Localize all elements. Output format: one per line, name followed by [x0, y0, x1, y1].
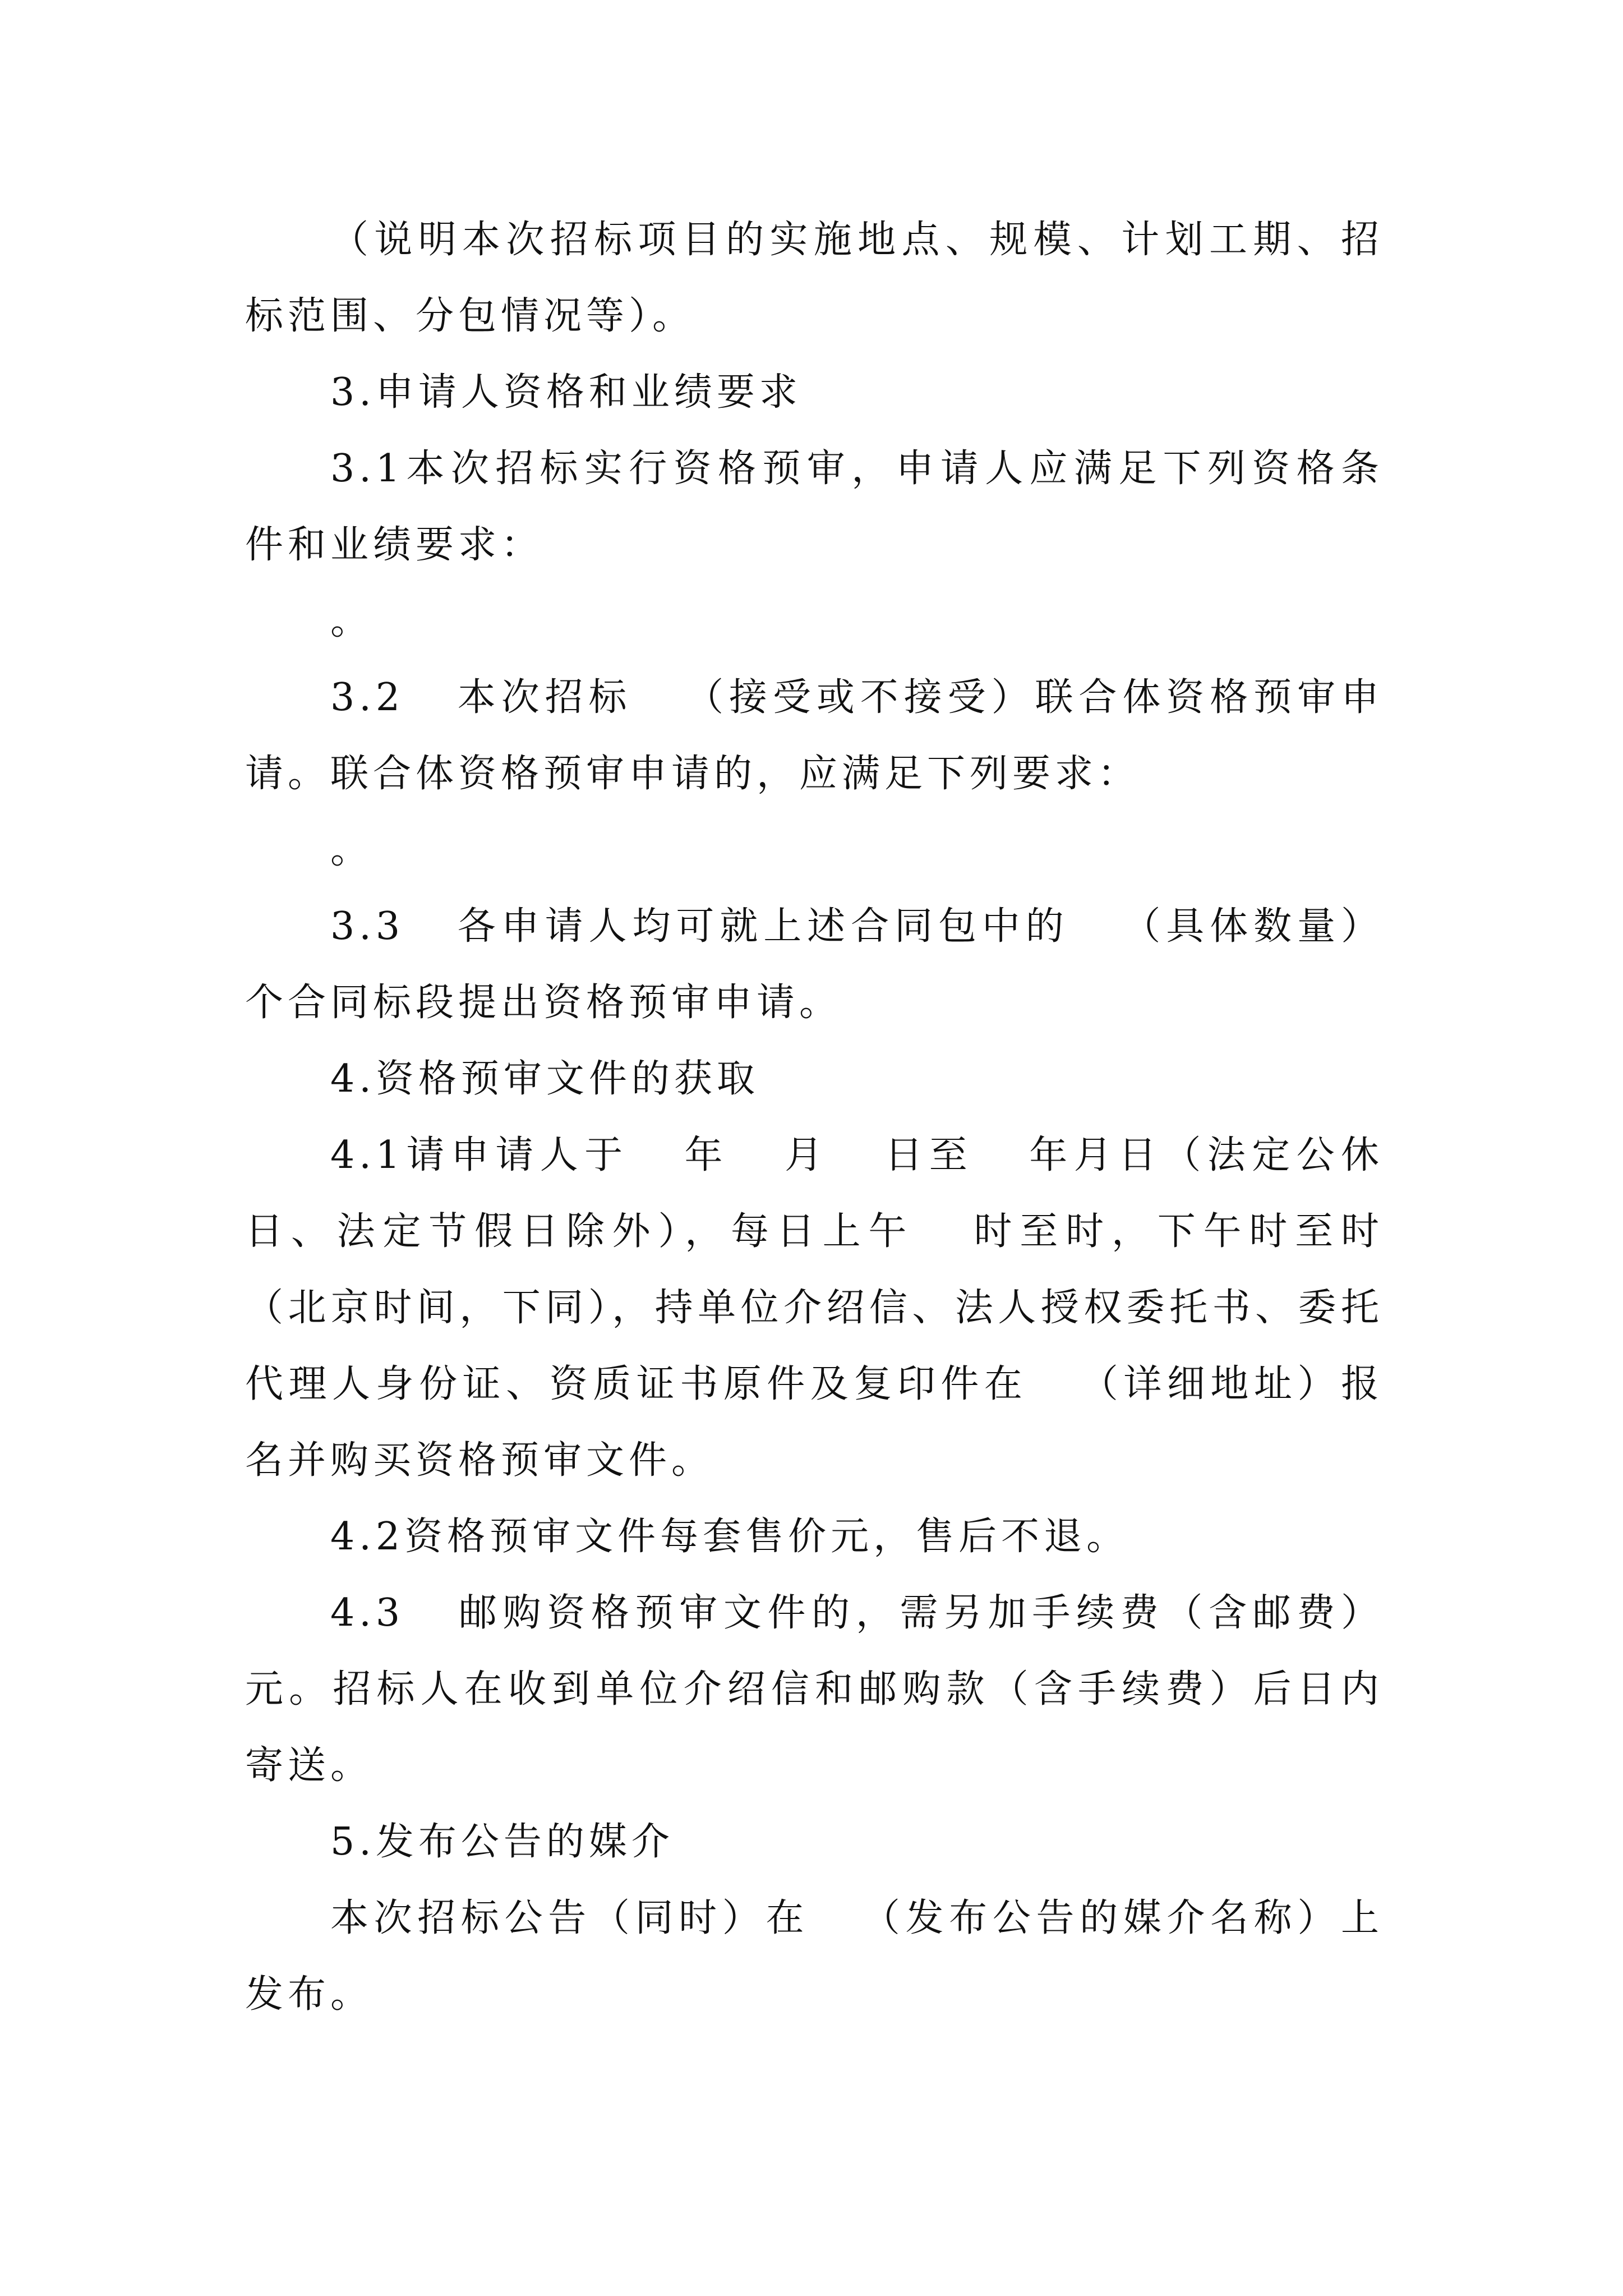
clause-3-3: 3.3 各申请人均可就上述合同包中的 （具体数量）个合同标段提出资格预审申请。 — [245, 904, 1384, 1025]
clause-3-2: 3.2 本次招标 （接受或不接受）联合体资格预审申请。联合体资格预审申请的，应满足下列要求： — [245, 675, 1384, 796]
clause-4-2: 4.2资格预审文件每套售价元，售后不退。 — [330, 1515, 1129, 1559]
clause-4-1: 4.1请申请人于 年 月 日至 年月日（法定公休日、法定节假日除外），每日上午 时至时，下午时至时（北京时间，下同），持单位介绍信、法人授权委托书、委托代理人身份证、资质证书原件及复印件在 （详细地址）报名并购买资格预审文件。 — [245, 1133, 1384, 1483]
publication-media-paragraph: 本次招标公告（同时）在 （发布公告的媒介名称）上发布。 — [245, 1896, 1384, 2017]
clause-3-2-blank: 。 — [330, 828, 374, 872]
document-body — [245, 202, 1384, 2033]
clause-3-1-blank: 。 — [330, 599, 374, 643]
section-3-heading: 3.申请人资格和业绩要求 — [330, 370, 802, 415]
clause-3-1: 3.1本次招标实行资格预审，申请人应满足下列资格条件和业绩要求： — [245, 447, 1384, 567]
project-scope-note: （说明本次招标项目的实施地点、规模、计划工期、招标范围、分包情况等）。 — [245, 218, 1384, 338]
section-5-heading: 5.发布公告的媒介 — [330, 1820, 674, 1864]
section-4-heading: 4.资格预审文件的获取 — [330, 1057, 759, 1101]
clause-4-3: 4.3 邮购资格预审文件的，需另加手续费（含邮费）元。招标人在收到单位介绍信和邮购款（含手续费）后日内寄送。 — [245, 1591, 1384, 1788]
